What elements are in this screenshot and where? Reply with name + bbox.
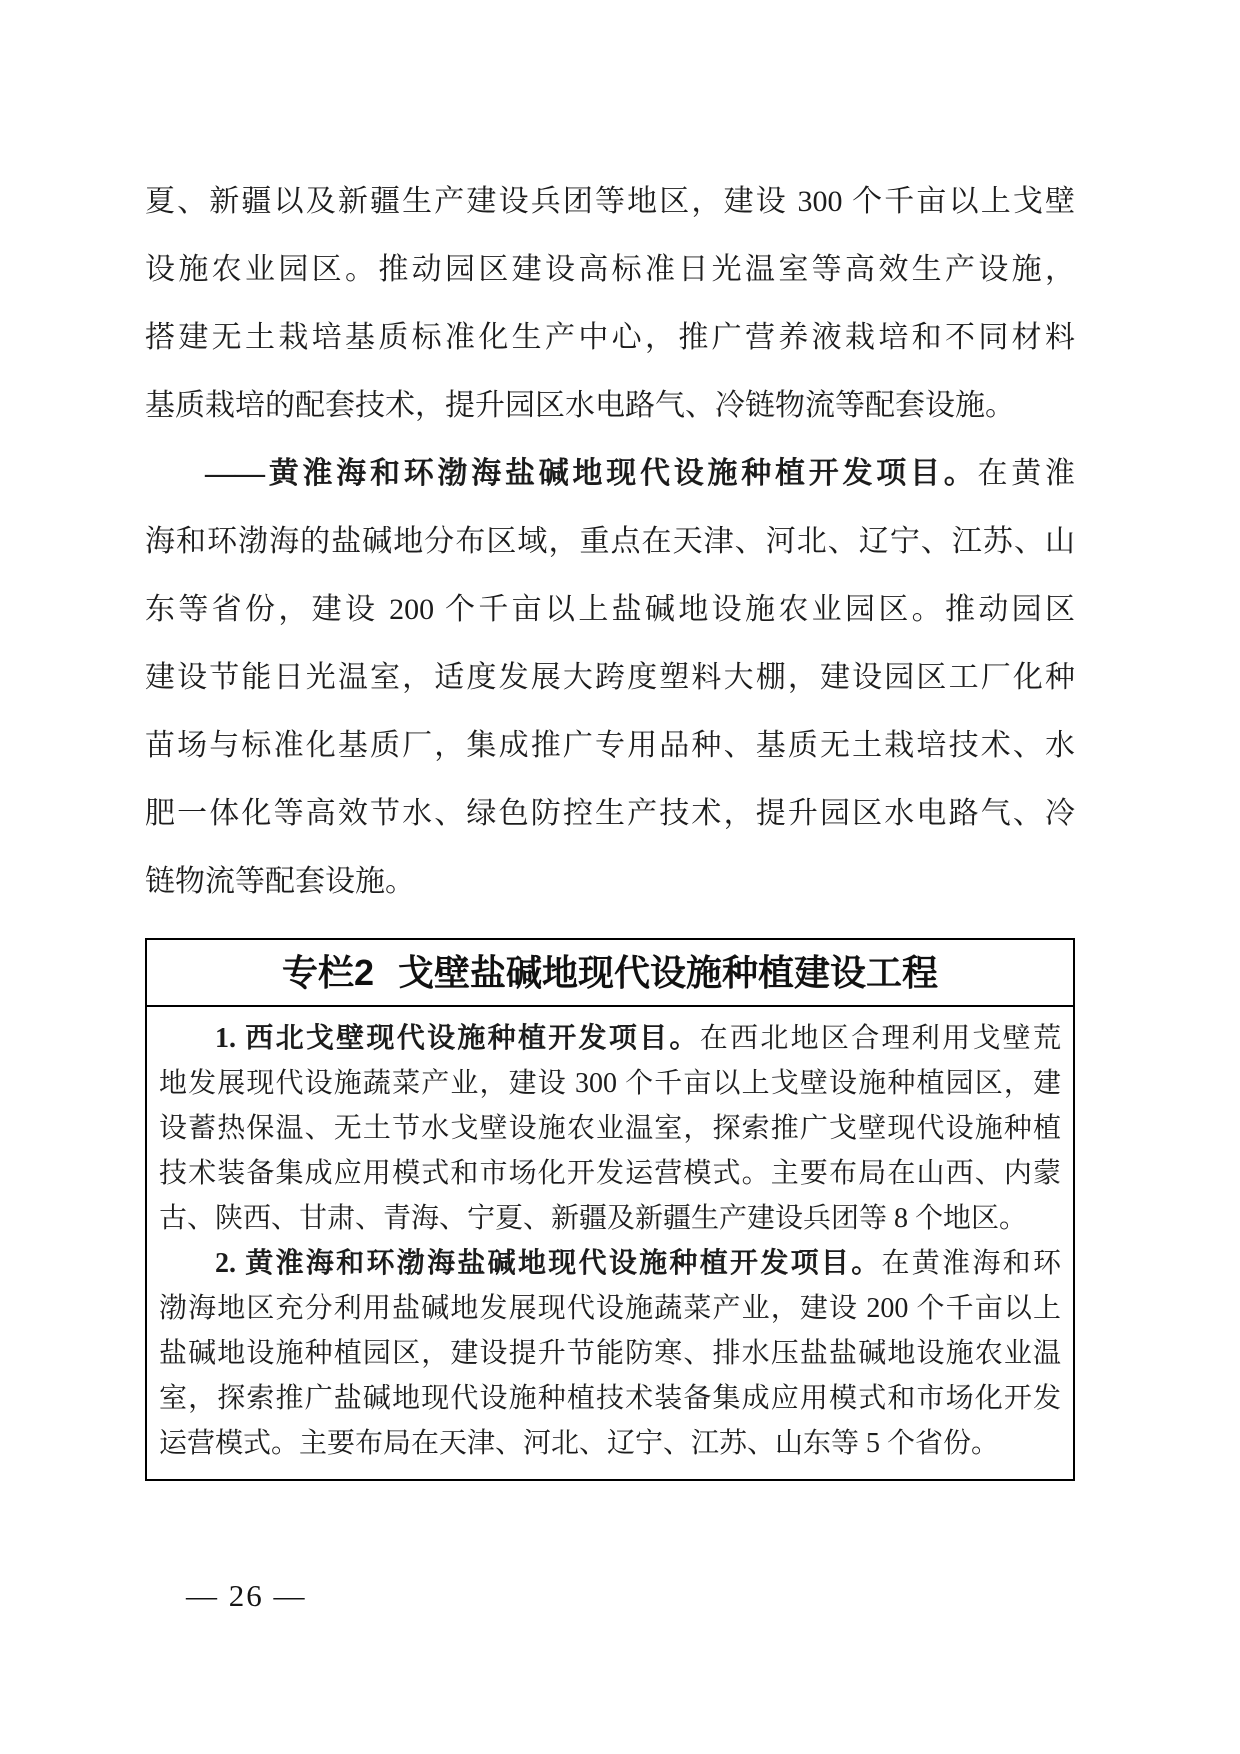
- text-line: [159, 1151, 1061, 1196]
- text-line: [159, 1331, 1061, 1376]
- body-text: 肥一体化等高效节水、绿色防控生产技术，提升园区水电路气、冷: [145, 797, 1075, 830]
- body-text: 渤海地区充分利用盐碱地发展现代设施蔬菜产业，建设 200 个千亩以上: [159, 1293, 1061, 1324]
- text-line: [145, 304, 1075, 372]
- body-text: 基质栽培的配套技术，提升园区水电路气、冷链物流等配套设施。: [145, 389, 1015, 422]
- text-line: [159, 1196, 1061, 1241]
- text-line: [159, 1016, 1061, 1061]
- column-box-body: [147, 1007, 1073, 1479]
- body-text: 在西北地区合理利用戈壁荒: [699, 1023, 1061, 1054]
- emphasis-text: 1. 西北戈壁现代设施种植开发项目。: [215, 1023, 700, 1054]
- emphasis-text: ——黄淮海和环渤海盐碱地现代设施种植开发项目。: [205, 457, 978, 490]
- text-line: [145, 508, 1075, 576]
- main-text-block: [145, 168, 1075, 916]
- body-text: 海和环渤海的盐碱地分布区域，重点在天津、河北、辽宁、江苏、山: [145, 525, 1075, 558]
- emphasis-text: 2. 黄淮海和环渤海盐碱地现代设施种植开发项目。: [215, 1248, 882, 1279]
- body-text: 苗场与标准化基质厂，集成推广专用品种、基质无土栽培技术、水: [145, 729, 1075, 762]
- text-line: [159, 1286, 1061, 1331]
- body-text: 搭建无土栽培基质标准化生产中心，推广营养液栽培和不同材料: [145, 321, 1075, 354]
- text-line: [159, 1061, 1061, 1106]
- body-text: 室，探索推广盐碱地现代设施种植技术装备集成应用模式和市场化开发: [159, 1383, 1061, 1414]
- column-box-title: 戈壁盐碱地现代设施种植建设工程: [398, 952, 939, 993]
- text-line: [145, 848, 1075, 916]
- text-line: [159, 1376, 1061, 1421]
- text-line: [145, 236, 1075, 304]
- body-text: 地发展现代设施蔬菜产业，建设 300 个千亩以上戈壁设施种植园区，建: [159, 1068, 1061, 1099]
- text-line: [145, 576, 1075, 644]
- text-line: [145, 168, 1075, 236]
- body-text: 建设节能日光温室，适度发展大跨度塑料大棚，建设园区工厂化种: [145, 661, 1075, 694]
- text-line: [145, 372, 1075, 440]
- body-text: 在黄淮: [977, 457, 1075, 490]
- column-box-header: [147, 940, 1073, 1007]
- body-text: 设蓄热保温、无土节水戈壁设施农业温室，探索推广戈壁现代设施种植: [159, 1113, 1061, 1144]
- body-text: 设施农业园区。推动园区建设高标准日光温室等高效生产设施，: [145, 253, 1075, 286]
- special-column-box: [145, 938, 1075, 1481]
- body-text: 运营模式。主要布局在天津、河北、辽宁、江苏、山东等 5 个省份。: [159, 1428, 1000, 1459]
- body-text: 链物流等配套设施。: [145, 865, 415, 898]
- text-line: [159, 1421, 1061, 1466]
- text-line: [159, 1241, 1061, 1286]
- body-text: 技术装备集成应用模式和市场化开发运营模式。主要布局在山西、内蒙: [159, 1158, 1061, 1189]
- text-line: [145, 712, 1075, 780]
- text-line: [159, 1106, 1061, 1151]
- column-box-label: 专栏2: [281, 952, 374, 993]
- text-line: [145, 780, 1075, 848]
- body-text: 在黄淮海和环: [881, 1248, 1061, 1279]
- body-text: 东等省份，建设 200 个千亩以上盐碱地设施农业园区。推动园区: [145, 593, 1075, 626]
- text-line: [145, 644, 1075, 712]
- text-line: [145, 440, 1075, 508]
- page-number: — 26 —: [186, 1578, 307, 1613]
- body-text: 盐碱地设施种植园区，建设提升节能防寒、排水压盐盐碱地设施农业温: [159, 1338, 1061, 1369]
- body-text: 古、陕西、甘肃、青海、宁夏、新疆及新疆生产建设兵团等 8 个地区。: [159, 1203, 1028, 1234]
- body-text: 夏、新疆以及新疆生产建设兵团等地区，建设 300 个千亩以上戈壁: [145, 185, 1075, 218]
